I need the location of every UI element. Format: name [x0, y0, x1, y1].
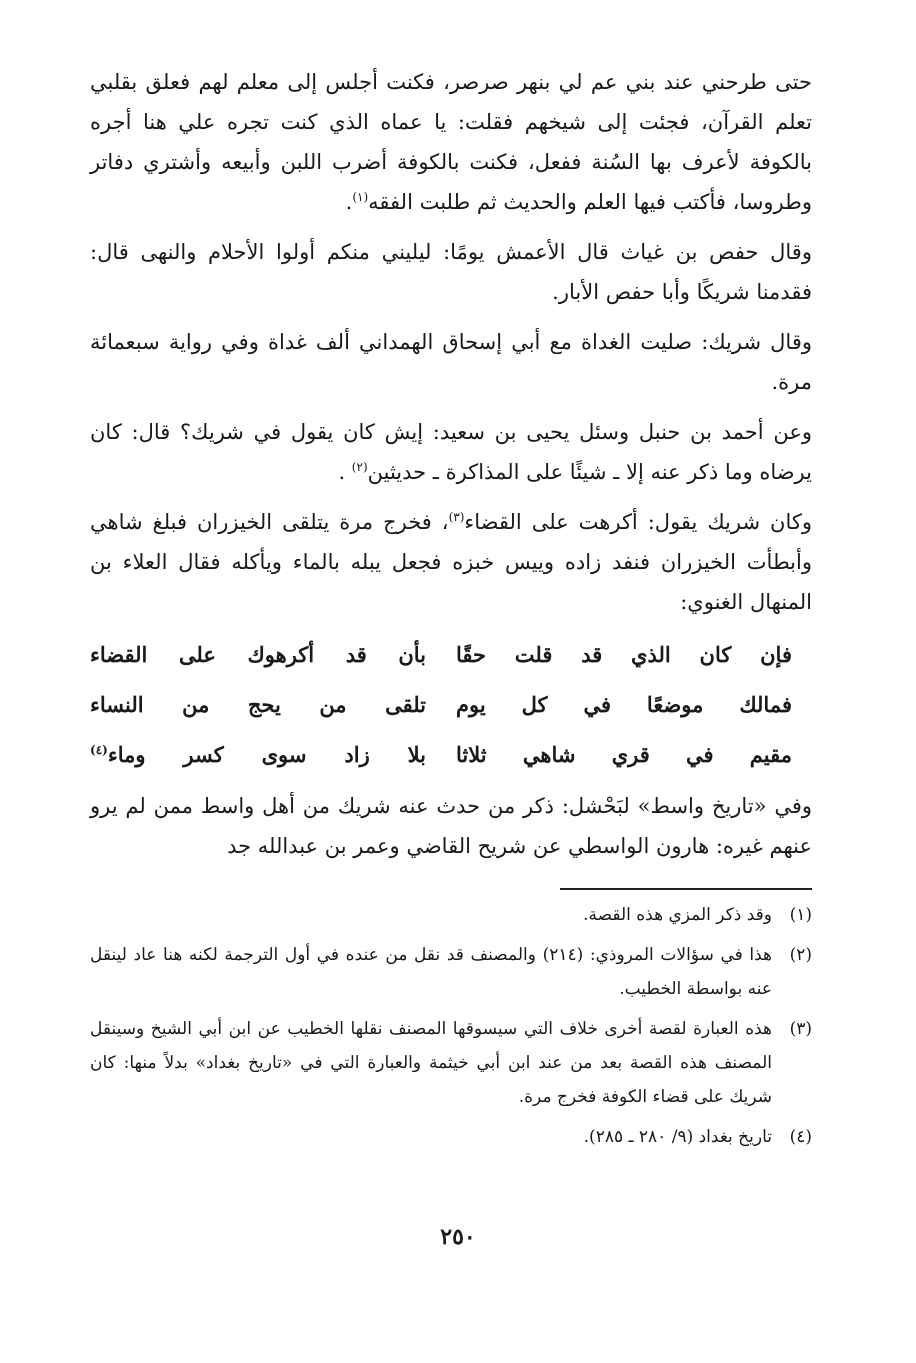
footnote-text: هذا في سؤالات المروذي: (٢١٤) والمصنف قد نقل من عنده في أول الترجمة لكنه هنا عاد لينقل عنه بواسطة الخطيب.	[90, 945, 772, 999]
page-number: ٢٥٠	[440, 1224, 476, 1250]
poem-verse	[90, 730, 792, 780]
verse-second-text: بلا زاد سوى كسر وماء	[107, 742, 426, 767]
paragraph-1	[90, 62, 812, 222]
footnote-number: (٣)	[789, 1019, 812, 1039]
footnote-ref: (٤)	[90, 743, 108, 757]
paragraph-3	[90, 322, 812, 402]
closing-paragraph: وفي «تاريخ واسط» لبَحْشل: ذكر من حدث عنه شريك من أهل واسط ممن لم يرو عنهم غيره: هارون الواسطي عن شريح القاضي وعمر بن عبدالله جد	[90, 794, 812, 858]
footnote	[90, 1012, 812, 1114]
paragraph-4	[90, 412, 812, 492]
footnote-text: هذه العبارة لقصة أخرى خلاف التي سيسوقها المصنف نقلها الخطيب عن ابن أبي الشيخ وسينقل المصنف هذه القصة بعد من عند ابن أبي خيثمة والعبارة التي في «تاريخ بغداد» بدلاً منها: كان شريك على قضاء الكوفة فخرج مرة.	[90, 1019, 772, 1107]
verse-second-hemistich	[90, 730, 426, 780]
verse-second-hemistich: تلقى من يحج من النساء	[90, 692, 426, 717]
footnote-number: (٢)	[789, 945, 812, 965]
paragraph-2	[90, 232, 812, 312]
footnote-text: تاريخ بغداد (٩/ ٢٨٠ ـ ٢٨٥).	[583, 1127, 772, 1147]
footnote-text: وقد ذكر المزي هذه القصة.	[583, 905, 772, 925]
paragraph-5	[90, 502, 812, 622]
poem	[90, 630, 812, 780]
footnote-number: (٤)	[789, 1127, 812, 1147]
poem-verse	[90, 680, 792, 730]
paragraph-text: وكان شريك يقول: أكرهت على القضاء	[464, 510, 812, 534]
paragraph-text: وقال حفص بن غياث قال الأعمش يومًا: ليليني منكم أولوا الأحلام والنهى قال: فقدمنا شريكًا وأبا حفص الأبار.	[90, 240, 812, 304]
footnote-ref: (١)	[352, 190, 369, 204]
footnote-separator	[560, 888, 812, 890]
body-text	[90, 62, 812, 622]
paragraph-text: حتى طرحني عند بني عم لي بنهر صرصر، فكنت أجلس إلى معلم لهم فعلق بقلبي تعلم القرآن، فجئت إلى شيخهم فقلت: يا عماه الذي كنت تجره علي هنا أجره بالكوفة لأعرف بها السُنة ففعل، فكنت بالكوفة أضرب اللبن وأبيعه وأشتري دفاتر وطروسا، فأكتب فيها العلم والحديث ثم طلبت الفقه	[90, 70, 812, 214]
poem-verse	[90, 630, 792, 680]
paragraph-tail: .	[345, 190, 353, 214]
paragraph-tail: ، فخرج مرة يتلقى الخيزران فبلغ شاهي وأبطأت الخيزران فنفد زاده وييس خبزه فجعل يبله بالماء ويأكله فقال العلاء بن المنهال الغنوي:	[90, 510, 812, 614]
paragraph-text: وقال شريك: صليت الغداة مع أبي إسحاق الهمداني ألف غداة وفي رواية سبعمائة مرة.	[90, 330, 812, 394]
footnote	[90, 898, 812, 932]
footnotes	[90, 898, 812, 1154]
paragraph-tail: .	[338, 460, 352, 484]
footnote-ref: (٣)	[448, 510, 465, 524]
verse-first-hemistich: مقيم في قري شاهي ثلاثا	[456, 742, 792, 767]
footnote-number: (١)	[789, 905, 812, 925]
verse-first-hemistich: فمالك موضعًا في كل يوم	[456, 692, 792, 717]
footnote	[90, 1120, 812, 1154]
verse-second-hemistich: بأن قد أكرهوك على القضاء	[90, 642, 426, 667]
book-page	[90, 62, 812, 1160]
verse-first-hemistich: فإن كان الذي قد قلت حقًا	[456, 642, 792, 667]
footnote	[90, 938, 812, 1006]
paragraph-text: وعن أحمد بن حنبل وسئل يحيى بن سعيد: إيش كان يقول في شريك؟ قال: كان يرضاه وما ذكر عنه إلا ـ شيئًا على المذاكرة ـ حديثين	[90, 420, 812, 484]
footnote-ref: (٢)	[351, 460, 368, 474]
